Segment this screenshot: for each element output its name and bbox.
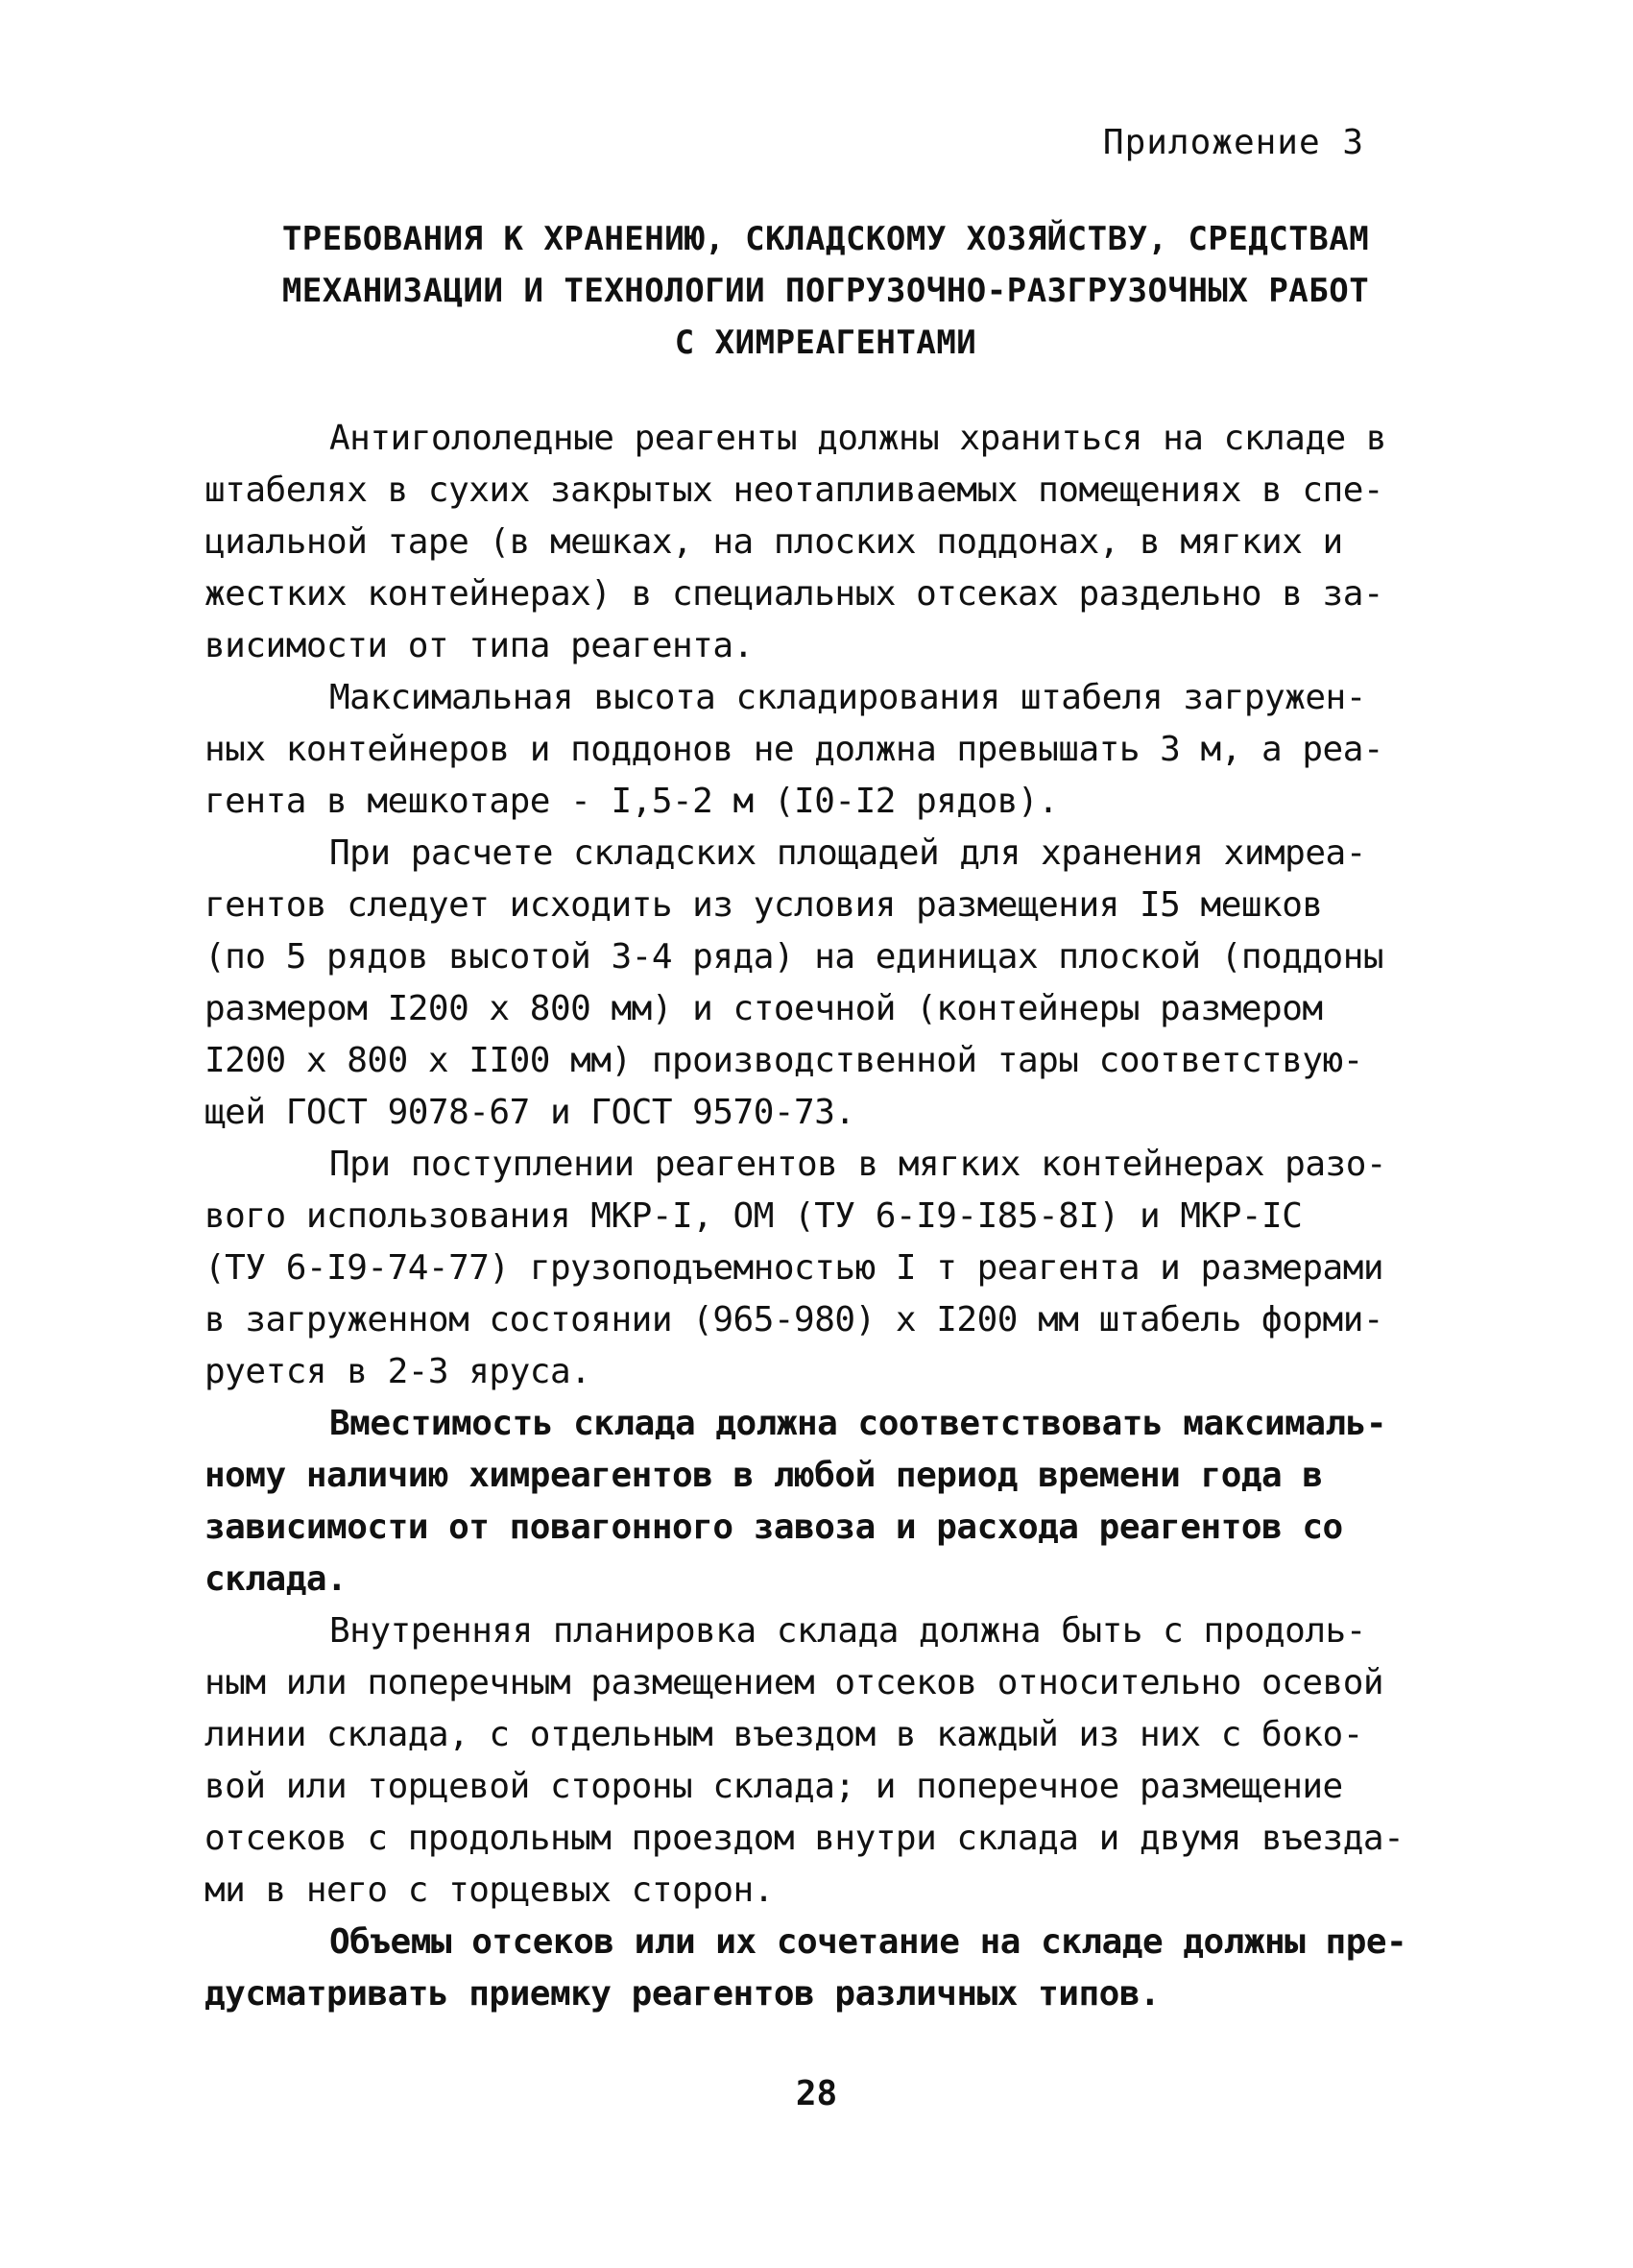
title-line: С ХИМРЕАГЕНТАМИ (674, 324, 977, 362)
text-line: склада. (204, 1559, 348, 1599)
paragraph (204, 672, 1409, 828)
page-number: 28 (795, 2074, 838, 2113)
text-line: ных контейнеров и поддонов не должна превышать 3 м, а реа- (204, 730, 1384, 769)
text-line: размером I200 х 800 мм) и стоечной (контейнеры размером (204, 989, 1323, 1028)
text-line: Объемы отсеков или их сочетание на складе должны пре- (329, 1922, 1407, 1962)
text-line: зависимости от повагонного завоза и расхода реагентов со (204, 1508, 1343, 1547)
text-line: Вместимость склада должна соответствовать максималь- (329, 1404, 1387, 1443)
text-line: (ТУ 6-I9-74-77) грузоподъемностью I т реагента и размерами (204, 1248, 1384, 1288)
paragraph (204, 1605, 1409, 1917)
text-line: При расчете складских площадей для хранения химреа- (329, 833, 1366, 873)
text-line: гентов следует исходить из условия размещения I5 мешков (204, 885, 1323, 925)
text-line: руется в 2-3 яруса. (204, 1352, 591, 1391)
text-line: ным или поперечным размещением отсеков относительно осевой (204, 1663, 1384, 1702)
paragraph (204, 828, 1409, 1139)
text-line: ному наличию химреагентов в любой период времени года в (204, 1456, 1323, 1495)
text-line: При поступлении реагентов в мягких контейнерах разо- (329, 1145, 1387, 1184)
title-line: МЕХАНИЗАЦИИ И ТЕХНОЛОГИИ ПОГРУЗОЧНО-РАЗГРУЗОЧНЫХ РАБОТ (281, 272, 1370, 310)
paragraph (204, 1398, 1409, 1605)
text-line: в загруженном состоянии (965-980) х I200 мм штабель форми- (204, 1300, 1384, 1339)
text-line: щей ГОСТ 9078-67 и ГОСТ 9570-73. (204, 1093, 855, 1132)
text-line: I200 х 800 х II00 мм) производственной тары соответствую- (204, 1041, 1363, 1080)
text-line: Максимальная высота складирования штабеля загружен- (329, 678, 1366, 717)
text-line: дусматривать приемку реагентов различных типов. (204, 1974, 1161, 2014)
text-line: Антигололедные реагенты должны храниться на складе в (329, 419, 1387, 458)
paragraph (204, 413, 1409, 672)
text-line: линии склада, с отдельным въездом в каждый из них с боко- (204, 1715, 1363, 1754)
document-title (192, 213, 1459, 369)
appendix-label: Приложение 3 (1102, 123, 1364, 162)
paragraph (204, 1917, 1409, 2020)
text-line: жестких контейнерах) в специальных отсеках раздельно в за- (204, 574, 1384, 614)
text-line: ми в него с торцевых сторон. (204, 1870, 774, 1910)
text-line: циальной таре (в мешках, на плоских поддонах, в мягких и (204, 522, 1343, 562)
paragraph (204, 1139, 1409, 1398)
text-line: вого использования МКР-I, ОМ (ТУ 6-I9-I85-8I) и МКР-IС (204, 1196, 1303, 1236)
body-text (204, 413, 1409, 2020)
text-line: отсеков с продольным проездом внутри склада и двумя въезда- (204, 1819, 1405, 1858)
text-line: штабелях в сухих закрытых неотапливаемых помещениях в спе- (204, 470, 1384, 510)
text-line: висимости от типа реагента. (204, 626, 754, 665)
text-line: (по 5 рядов высотой 3-4 ряда) на единицах плоской (поддоны (204, 937, 1384, 977)
text-line: Внутренняя планировка склада должна быть с продоль- (329, 1611, 1366, 1651)
title-line: ТРЕБОВАНИЯ К ХРАНЕНИЮ, СКЛАДСКОМУ ХОЗЯЙСТВУ, СРЕДСТВАМ (281, 220, 1370, 258)
text-line: гента в мешкотаре - I,5-2 м (I0-I2 рядов). (204, 782, 1059, 821)
text-line: вой или торцевой стороны склада; и поперечное размещение (204, 1767, 1343, 1806)
